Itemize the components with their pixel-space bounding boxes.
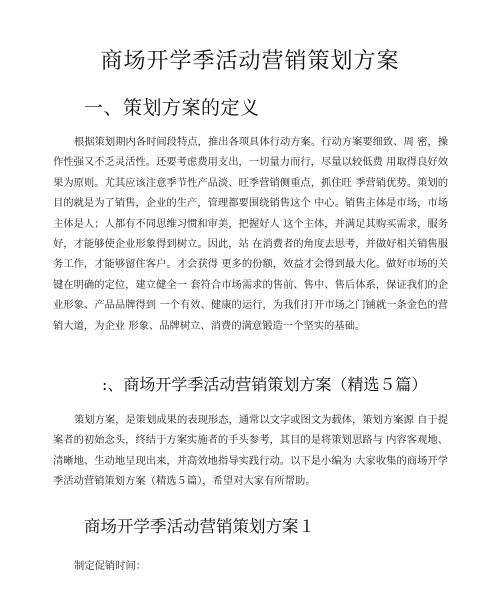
paragraph-definition: 根据策划期内各时间段特点，推出各项具体行动方案。行动方案要细致、周 密，操作性强又不乏灵活性。还要考虑费用支出，一切量力而行，尽量以较低费 用取得良好效果为原则。尤其应该注意季节性产品淡、旺季营销侧重点，抓住旺 季营销优势。策划的目的就是为了销售，企业的生产，管理都要围绕销售这个 中心。销售主体是市场，市场主体是人；人都有不同思维习惯和审美，把握好人 这个主体，并满足其购买需求，服务好，才能够使企业形象得到树立。因此，站 在消费者的角度去思考，并做好相关销售服务工作，才能够留住客户。才会获得 更多的份额，效益才会得到最大化。做好市场的关键在明确的定位，建立健全一 套符合市场需求的售前、售中、售后体系，保证我们的企业形象、产品品牌得到 一个有效、健康的运行，为我们打开市场之门铺就一条金色的营销大道，为企业 形象、品牌树立、消费的满意锻造一个坚实的基础。	[53, 136, 448, 332]
paragraph-plans-intro: 策划方案，是策划成果的表现形态，通常以文字或图文为载体，策划方案源 自于提案者的初始念头，终结于方案实施者的手头参考，其目的是将策划思路与 内容客观地、清晰地、生动地呈现出来，并高效地指导实践行动。以下是小编为 大家收集的商场开学季活动营销策划方案（精选５篇），希望对大家有所帮助。	[53, 414, 448, 488]
section-heading-definition: 一、策划方案的定义	[84, 97, 260, 119]
section-heading-plans: :、商场开学季活动营销策划方案（精选５篇）	[102, 375, 428, 394]
document-title: 商场开学季活动营销策划方案	[100, 49, 400, 74]
section-heading-plan-1: 商场开学季活动营销策划方案１	[84, 517, 315, 536]
paragraph-promotion-time: 制定促销时间：	[74, 560, 147, 572]
